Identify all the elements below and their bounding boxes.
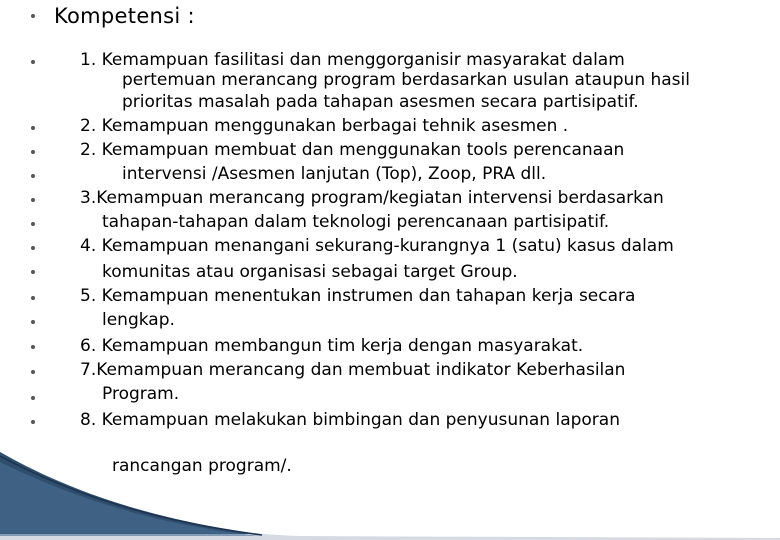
- body-line: Program.: [102, 384, 180, 404]
- body-line: intervensi /Asesmen lanjutan (Top), Zoop, PRA dll.: [122, 164, 547, 184]
- body-line: 2. Kemampuan menggunakan berbagai tehnik asesmen .: [80, 116, 569, 136]
- bullet: [31, 198, 35, 202]
- body-line: 3.Kemampuan merancang program/kegiatan intervensi berdasarkan: [80, 188, 664, 208]
- body-line: 7.Kemampuan merancang dan membuat indikator Keberhasilan: [80, 360, 626, 380]
- bullet: [31, 150, 35, 154]
- bullet: [31, 126, 35, 130]
- bullet: [31, 270, 35, 274]
- body-line: 4. Kemampuan menangani sekurang-kurangnya 1 (satu) kasus dalam: [80, 236, 674, 256]
- body-line: 6. Kemampuan membangun tim kerja dengan masyarakat.: [80, 336, 584, 356]
- bullet: [31, 222, 35, 226]
- decorative-swoosh: [0, 452, 780, 540]
- body-line: 8. Kemampuan melakukan bimbingan dan penyusunan laporan: [80, 410, 620, 430]
- body-line: pertemuan merancang program berdasarkan usulan ataupun hasil: [122, 70, 690, 90]
- body-line: prioritas masalah pada tahapan asesmen secara partisipatif.: [122, 92, 639, 112]
- slide-title: Kompetensi :: [54, 4, 195, 28]
- bullet: [31, 370, 35, 374]
- bullet: [31, 396, 35, 400]
- body-line: 1. Kemampuan fasilitasi dan menggorganisir masyarakat dalam: [80, 50, 625, 70]
- bullet: [31, 14, 35, 18]
- bullet: [31, 246, 35, 250]
- body-line: rancangan program/.: [112, 456, 292, 476]
- bullet: [31, 60, 35, 64]
- body-line: tahapan-tahapan dalam teknologi perencanaan partisipatif.: [102, 212, 610, 232]
- body-line: komunitas atau organisasi sebagai target Group.: [102, 262, 518, 282]
- bullet: [31, 174, 35, 178]
- bullet: [31, 345, 35, 349]
- body-line: 5. Kemampuan menentukan instrumen dan tahapan kerja secara: [80, 286, 636, 306]
- bullet: [31, 320, 35, 324]
- body-line: 2. Kemampuan membuat dan menggunakan tools perencanaan: [80, 140, 625, 160]
- body-line: lengkap.: [102, 310, 175, 330]
- bullet: [31, 420, 35, 424]
- bullet: [31, 296, 35, 300]
